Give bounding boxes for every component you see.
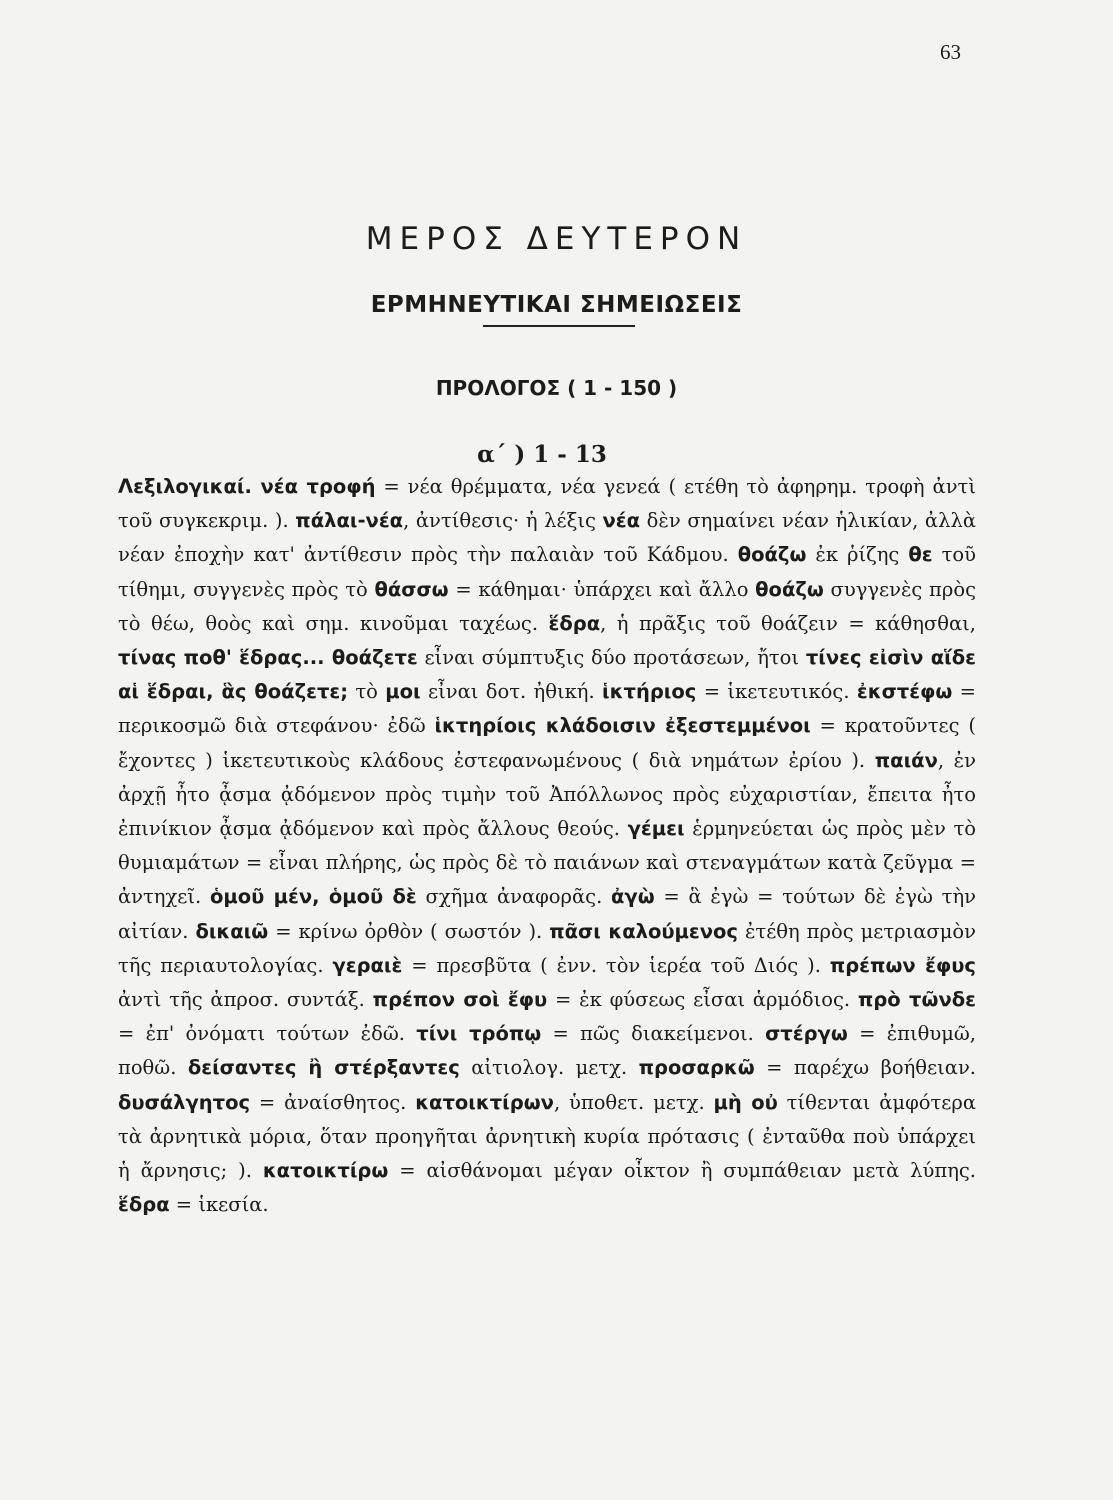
lemma-term: Λεξιλογικαί. [118, 475, 261, 498]
lemma-term: ὁμοῦ μέν, ὁμοῦ δὲ [210, 885, 417, 909]
commentary-segment: = παρέχω βοήθειαν. [754, 1056, 976, 1080]
commentary-segment: = ἐπ' ὀνόματι τούτων ἐδῶ. [118, 1022, 417, 1046]
lemma-term: ἕδρα [118, 1193, 170, 1217]
lemma-term: ἱκτηρίοις κλάδοισιν ἐξεστεμμένοι [434, 714, 811, 738]
commentary-segment: , ὑποθετ. μετχ. [553, 1090, 714, 1114]
commentary-segment: σχῆμα ἀναφορᾶς. [416, 885, 612, 909]
commentary-segment: = ἱκετευτικός. [696, 680, 857, 704]
lemma-term: δικαιῶ [195, 919, 269, 943]
commentary-segment: δὲν σημαίνει νέαν ἡλικίαν, ἀλλὰ νέαν ἐποχὴν κατ' ἀντίθεσιν πρὸς τὴν παλαιὰν τοῦ Κάδμου. [118, 509, 976, 567]
lemma-term: στέργω [765, 1022, 848, 1046]
commentary-segment: = αἰσθάνομαι μέγαν οἶκτον ἢ συμπάθειαν μετὰ λύπης. [388, 1159, 977, 1183]
lemma-term: παιάν [874, 748, 938, 772]
lemma-term: ἐκστέφω [856, 680, 953, 704]
lemma-term: θε [908, 543, 933, 567]
lemma-term: δυσάλγητος [118, 1090, 251, 1114]
commentary-segment: = ἃ ἐγὼ = τούτων δὲ ἐγὼ τὴν αἰτίαν. [118, 885, 976, 943]
lemma-term: γεραιὲ [332, 953, 403, 977]
commentary-segment: τίθενται ἀμφότερα τὰ ἀρνητικὰ μόρια, ὅταν προηγῆται ἀρνητικὴ κυρία πρότασις ( ἐνταῦθα ποὺ ὑπάρχει ἡ ἄρνησις; ). [118, 1090, 976, 1183]
lemma-term: προσαρκῶ [638, 1056, 755, 1080]
lemma-term: ἕδρα [548, 611, 601, 635]
page-number: 63 [940, 40, 961, 64]
commentary-segment: ἀντὶ τῆς ἀπροσ. συντάξ. [118, 988, 373, 1012]
lemma-term: τίνι τρόπῳ [416, 1022, 542, 1046]
lemma-term: πᾶσι καλούμενος [549, 919, 738, 943]
commentary-segment: , ἀντίθεσις· ἡ λέξις [403, 509, 603, 533]
commentary-segment: = ἐκ φύσεως εἶσαι ἁρμόδιος. [547, 988, 858, 1012]
lemma-term: ἱκτήριος [602, 680, 697, 704]
commentary-segment: = κρίνω ὀρθὸν ( σωστόν ). [268, 919, 550, 943]
commentary-segment: = πρεσβῦτα ( ἐνν. τὸν ἱερέα τοῦ Διός ). [402, 953, 830, 977]
commentary-segment: = ἱκεσία. [169, 1193, 269, 1217]
lemma-term: πάλαι-νέα [295, 509, 404, 533]
lemma-term: πρέπων ἔφυς [829, 953, 976, 977]
commentary-segment: , ἐν ἀρχῇ ἦτο ᾆσμα ᾀδόμενον πρὸς τιμὴν τοῦ Ἀπόλλωνος πρὸς εὐχαριστίαν, ἔπειτα ἦτο ἐπινίκιον ᾆσμα ᾀδόμενον καὶ πρὸς ἄλλους θεούς. [118, 748, 976, 841]
commentary-segment: εἶναι σύμπτυξις δύο προτάσεων, ἤτοι [417, 646, 806, 670]
lemma-term: κατοικτίρων [415, 1090, 554, 1114]
lemma-term: κατοικτίρω [262, 1159, 389, 1183]
subsection-title: α΄ ) 1 - 13 [477, 440, 607, 468]
lemma-term: νέα [602, 509, 641, 533]
lemma-term: ἀγὼ [611, 885, 655, 909]
lemma-term: πρέπον σοὶ ἔφυ [372, 988, 548, 1012]
lemma-term: θοάζω [755, 577, 824, 601]
title-rule [483, 325, 635, 327]
commentary-segment: = κρατοῦντες ( ἔχοντες ) ἱκετευτικοὺς κλάδους ἐστεφανωμένους ( διὰ νημάτων ἐρίου ). [118, 714, 976, 772]
commentary-segment: = περικοσμῶ διὰ στεφάνου· ἐδῶ [118, 680, 976, 738]
lemma-term: θοάζω [737, 543, 807, 567]
commentary-segment: = ἐπιθυμῶ, ποθῶ. [118, 1022, 976, 1080]
lemma-term: τίνας ποθ' ἕδρας... θοάζετε [118, 646, 418, 670]
commentary-segment: συγγενὲς πρὸς τὸ θέω, θοὸς καὶ σημ. κινοῦμαι ταχέως. [118, 577, 976, 635]
commentary-segment: = πῶς διακείμενοι. [541, 1022, 766, 1046]
lemma-term: θάσσω [374, 577, 449, 601]
commentary-segment: = νέα θρέμματα, νέα γενεά ( ετέθη τὸ ἀφηρημ. τροφὴ ἀντὶ τοῦ συγκεκριμ. ). [118, 475, 976, 533]
lemma-term: γέμει [627, 817, 685, 841]
lemma-term: δείσαντες ἢ στέρξαντες [187, 1056, 460, 1080]
commentary-text [118, 470, 976, 1222]
commentary-segment: ἑρμηνεύεται ὡς πρὸς μὲν τὸ θυμιαμάτων = εἶναι πλήρης, ὡς πρὸς δὲ τὸ παιάνων καὶ στεναγμάτων κατὰ ζεῦγμα = ἀντηχεῖ. [118, 817, 976, 909]
commentary-segment: = κάθημαι· ὑπάρχει καὶ ἄλλο [448, 577, 756, 601]
lemma-term: τίνες εἰσὶν αἵδε αἱ ἕδραι, ἃς θοάζετε; [118, 646, 976, 704]
commentary-segment: αἰτιολογ. μετχ. [459, 1056, 639, 1080]
commentary-segment: , ἡ πρᾶξις τοῦ θοάζειν = κάθησθαι, [600, 611, 976, 635]
lemma-term: μὴ οὐ [713, 1090, 778, 1114]
lemma-term: μοι [385, 680, 421, 704]
commentary-segment: ἐκ ῥίζης [806, 543, 909, 567]
part-title: ΜΕΡΟΣ ΔΕΥΤΕΡΟΝ [365, 220, 748, 257]
lemma-term: πρὸ τῶνδε [857, 988, 976, 1012]
prologue-title: ΠΡΟΛΟΓΟΣ ( 1 - 150 ) [435, 376, 678, 400]
commentary-segment: τὸ [348, 680, 386, 704]
commentary-segment: ἐτέθη πρὸς μετριασμὸν τῆς περιαυτολογίας. [118, 919, 977, 977]
section-title: ΕΡΜΗΝΕΥΤΙΚΑΙ ΣΗΜΕΙΩΣΕΙΣ [370, 292, 743, 319]
commentary-segment: εἶναι δοτ. ἠθική. [420, 680, 603, 704]
lemma-term: νέα τροφή [260, 475, 376, 498]
commentary-segment: = ἀναίσθητος. [250, 1090, 416, 1114]
commentary-segment: τοῦ τίθημι, συγγενὲς πρὸς τὸ [118, 543, 976, 601]
